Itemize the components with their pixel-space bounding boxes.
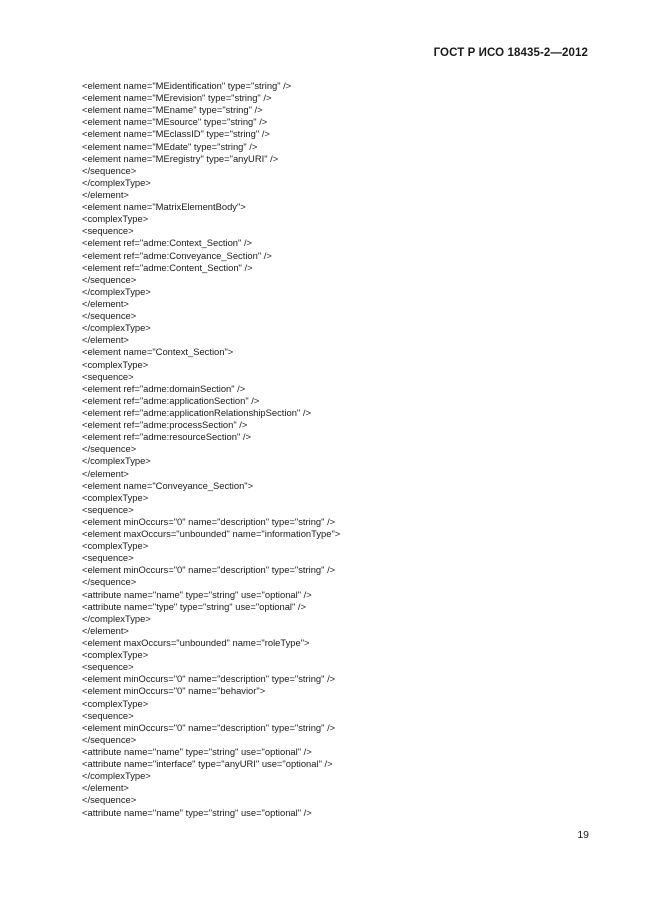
code-line: </sequence>: [82, 443, 137, 455]
code-line: </complexType>: [82, 770, 151, 782]
code-line: <complexType>: [82, 213, 149, 225]
code-line: <sequence>: [82, 709, 134, 721]
code-line: <element name="MEregistry" type="anyURI" />: [82, 152, 279, 164]
code-line: <element ref="adme:applicationRelationshipSection" />: [82, 406, 311, 418]
code-line: <element name="Conveyance_Section">: [82, 479, 254, 491]
code-line: <complexType>: [82, 358, 149, 370]
code-line: </element>: [82, 624, 129, 636]
code-line: <element name="MatrixElementBody">: [82, 201, 246, 213]
page-footer: [577, 829, 589, 841]
code-line: </complexType>: [82, 455, 151, 467]
code-line: <attribute name="name" type="string" use="optional" />: [82, 588, 312, 600]
code-line: <element ref="adme:processSection" />: [82, 419, 248, 431]
code-line: <complexType>: [82, 540, 149, 552]
code-line: <element minOccurs="0" name="description" type="string" />: [82, 515, 336, 527]
code-line: </element>: [82, 334, 129, 346]
code-line: </element>: [82, 467, 129, 479]
code-line: <element ref="adme:Context_Section" />: [82, 237, 253, 249]
code-line: <attribute name="name" type="string" use="optional" />: [82, 746, 312, 758]
code-line: <attribute name="type" type="string" use="optional" />: [82, 600, 307, 612]
code-line: <element name="MEclassID" type="string" />: [82, 128, 270, 140]
code-line: <element minOccurs="0" name="description" type="string" />: [82, 564, 336, 576]
code-line: <element ref="adme:Content_Section" />: [82, 261, 253, 273]
code-line: <element minOccurs="0" name="description" type="string" />: [82, 721, 336, 733]
code-line: </complexType>: [82, 285, 151, 297]
code-line: <element maxOccurs="unbounded" name="roleType">: [82, 637, 310, 649]
code-line: </complexType>: [82, 612, 151, 624]
page-number: 19: [577, 829, 589, 841]
code-line: <sequence>: [82, 661, 134, 673]
code-line: </sequence>: [82, 794, 137, 806]
code-line: <element name="MEdate" type="string" />: [82, 140, 258, 152]
code-line: <element name="MEname" type="string" />: [82, 104, 263, 116]
code-line: <element ref="adme:resourceSection" />: [82, 431, 251, 443]
code-line: </complexType>: [82, 176, 151, 188]
code-line: <element maxOccurs="unbounded" name="informationType">: [82, 528, 341, 540]
code-line: <sequence>: [82, 370, 134, 382]
code-line: </element>: [82, 782, 129, 794]
code-line: </sequence>: [82, 733, 137, 745]
standard-designation: ГОСТ Р ИСО 18435-2—2012: [433, 47, 588, 59]
code-line: </sequence>: [82, 310, 137, 322]
code-line: <attribute name="interface" type="anyURI" use="optional" />: [82, 758, 333, 770]
code-line: <complexType>: [82, 649, 149, 661]
code-line: <element name="Context_Section">: [82, 346, 234, 358]
code-line: <complexType>: [82, 697, 149, 709]
code-line: <sequence>: [82, 503, 134, 515]
code-line: </sequence>: [82, 164, 137, 176]
code-line: </sequence>: [82, 576, 137, 588]
code-line: <element name="MErevision" type="string" />: [82, 92, 272, 104]
code-line: <element minOccurs="0" name="behavior">: [82, 685, 266, 697]
code-line: </element>: [82, 297, 129, 309]
document-header: [434, 47, 588, 59]
code-line: <sequence>: [82, 552, 134, 564]
code-line: </sequence>: [82, 273, 137, 285]
code-line: <element name="MEidentification" type="string" />: [82, 80, 292, 91]
code-line: <element ref="adme:Conveyance_Section" />: [82, 249, 272, 261]
code-line: <sequence>: [82, 225, 134, 237]
code-line: <element ref="adme:domainSection" />: [82, 382, 246, 394]
code-line: <complexType>: [82, 491, 149, 503]
code-line: </element>: [82, 188, 129, 200]
code-line: <attribute name="name" type="string" use="optional" />: [82, 806, 312, 818]
code-line: <element name="MEsource" type="string" />: [82, 116, 268, 128]
code-line: <element minOccurs="0" name="description" type="string" />: [82, 673, 336, 685]
code-line: <element ref="adme:applicationSection" />: [82, 394, 260, 406]
code-line: </complexType>: [82, 322, 151, 334]
xml-schema-listing: [82, 80, 592, 819]
